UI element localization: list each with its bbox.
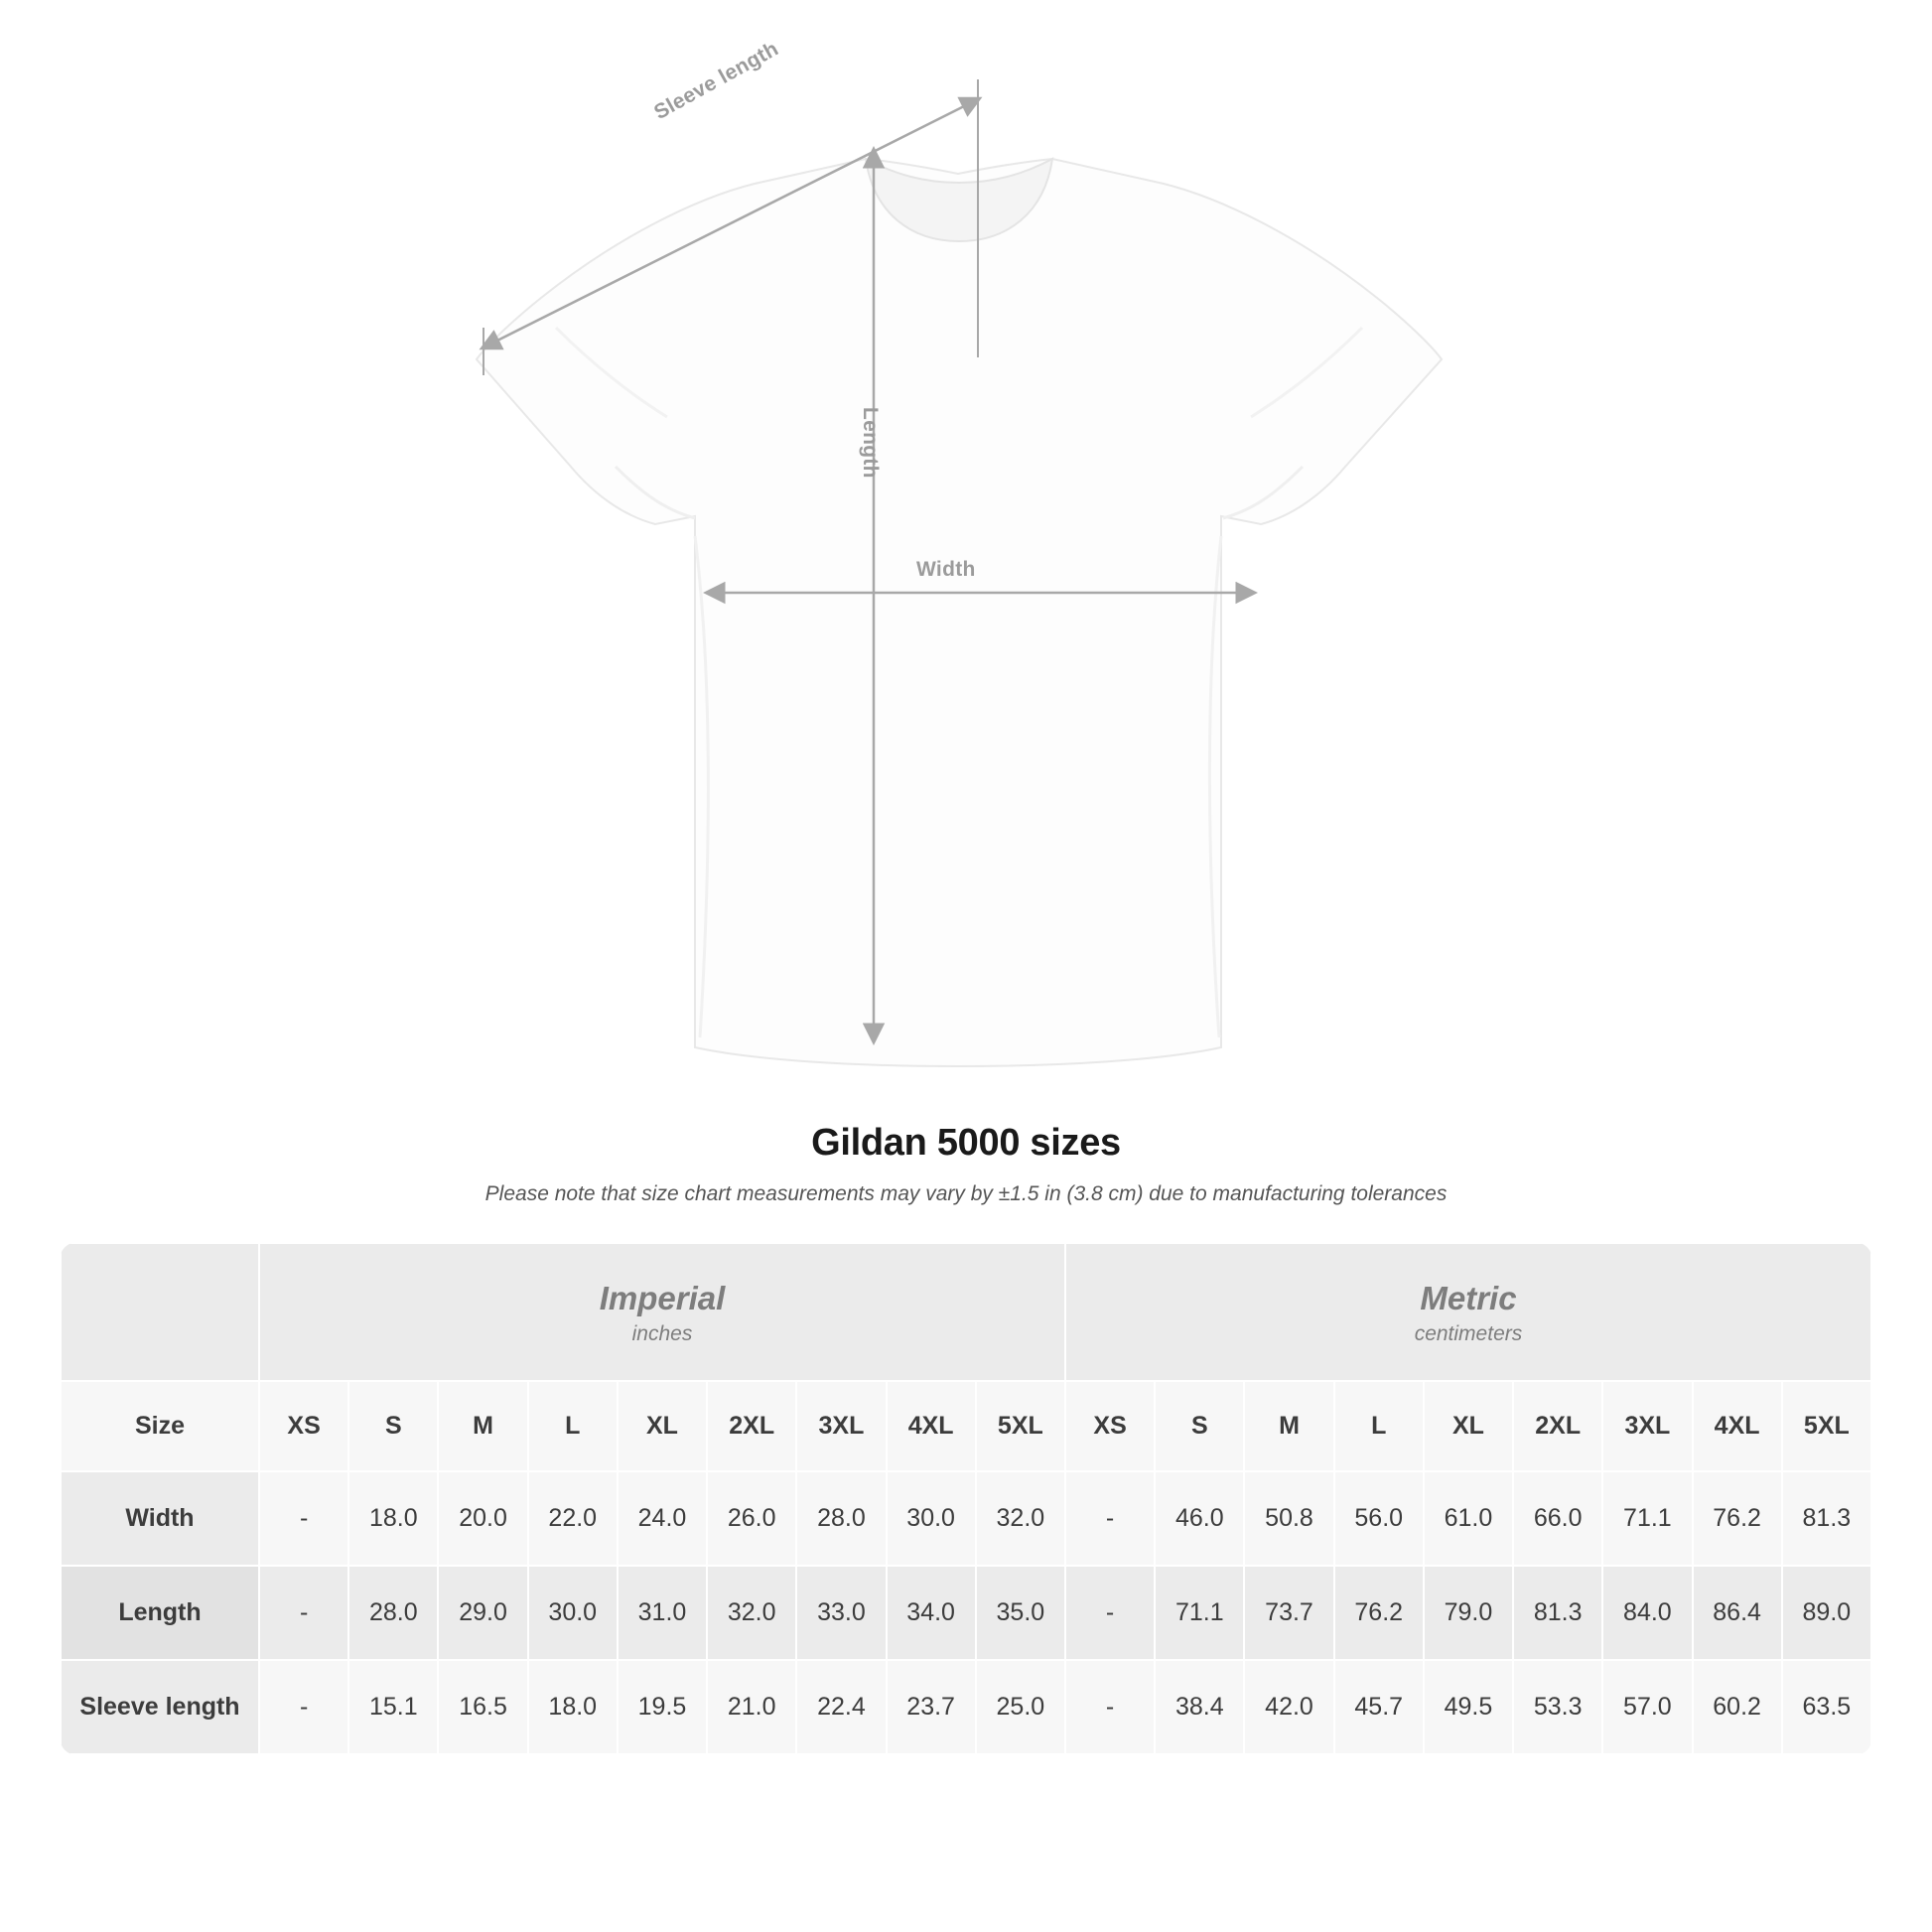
- cell-length-metric-l: 76.2: [1334, 1566, 1424, 1660]
- cell-sleeve-imperial-5xl: 25.0: [976, 1660, 1065, 1754]
- size-header-imperial-s: S: [348, 1381, 438, 1471]
- table-row: [61, 1471, 1871, 1566]
- cell-width-metric-2xl: 66.0: [1513, 1471, 1602, 1566]
- size-header-imperial-3xl: 3XL: [796, 1381, 886, 1471]
- cell-sleeve-imperial-s: 15.1: [348, 1660, 438, 1754]
- cell-sleeve-imperial-2xl: 21.0: [707, 1660, 796, 1754]
- cell-length-metric-2xl: 81.3: [1513, 1566, 1602, 1660]
- cell-width-imperial-2xl: 26.0: [707, 1471, 796, 1566]
- size-header-metric-5xl: 5XL: [1782, 1381, 1871, 1471]
- size-header-metric-4xl: 4XL: [1693, 1381, 1782, 1471]
- size-header-metric-m: M: [1244, 1381, 1333, 1471]
- cell-width-imperial-s: 18.0: [348, 1471, 438, 1566]
- size-header-metric-s: S: [1155, 1381, 1244, 1471]
- cell-sleeve-metric-2xl: 53.3: [1513, 1660, 1602, 1754]
- imperial-unit-sub: inches: [631, 1322, 693, 1346]
- cell-width-imperial-m: 20.0: [438, 1471, 527, 1566]
- row-label-length: Length: [61, 1566, 259, 1660]
- cell-sleeve-imperial-xl: 19.5: [618, 1660, 707, 1754]
- metric-unit-sub: centimeters: [1414, 1322, 1523, 1346]
- cell-length-imperial-5xl: 35.0: [976, 1566, 1065, 1660]
- imperial-unit-name: Imperial: [599, 1280, 726, 1316]
- cell-width-metric-5xl: 81.3: [1782, 1471, 1871, 1566]
- cell-sleeve-metric-s: 38.4: [1155, 1660, 1244, 1754]
- sleeve-length-dimension-label: Sleeve length: [650, 37, 782, 125]
- size-header-imperial-xl: XL: [618, 1381, 707, 1471]
- cell-length-imperial-2xl: 32.0: [707, 1566, 796, 1660]
- cell-length-imperial-m: 29.0: [438, 1566, 527, 1660]
- cell-sleeve-metric-5xl: 63.5: [1782, 1660, 1871, 1754]
- cell-width-metric-xs: -: [1065, 1471, 1155, 1566]
- cell-length-metric-5xl: 89.0: [1782, 1566, 1871, 1660]
- size-header-metric-l: L: [1334, 1381, 1424, 1471]
- cell-width-metric-4xl: 76.2: [1693, 1471, 1782, 1566]
- size-table-wrapper: [60, 1242, 1872, 1755]
- cell-width-imperial-xl: 24.0: [618, 1471, 707, 1566]
- cell-sleeve-metric-m: 42.0: [1244, 1660, 1333, 1754]
- length-dimension-label: Length: [859, 407, 882, 479]
- cell-width-metric-m: 50.8: [1244, 1471, 1333, 1566]
- cell-length-metric-4xl: 86.4: [1693, 1566, 1782, 1660]
- size-header-imperial-m: M: [438, 1381, 527, 1471]
- table-row: [61, 1566, 1871, 1660]
- size-table: [60, 1242, 1872, 1755]
- row-label-width: Width: [61, 1471, 259, 1566]
- cell-sleeve-imperial-xs: -: [259, 1660, 348, 1754]
- cell-length-imperial-xs: -: [259, 1566, 348, 1660]
- size-header-imperial-5xl: 5XL: [976, 1381, 1065, 1471]
- cell-width-imperial-xs: -: [259, 1471, 348, 1566]
- cell-sleeve-imperial-m: 16.5: [438, 1660, 527, 1754]
- cell-length-imperial-4xl: 34.0: [887, 1566, 976, 1660]
- cell-length-metric-3xl: 84.0: [1602, 1566, 1692, 1660]
- metric-unit-header: [1065, 1243, 1871, 1381]
- size-header-imperial-2xl: 2XL: [707, 1381, 796, 1471]
- size-header-metric-xs: XS: [1065, 1381, 1155, 1471]
- page-title: Gildan 5000 sizes: [811, 1122, 1121, 1164]
- size-header-label: Size: [61, 1381, 259, 1471]
- size-header-metric-xl: XL: [1424, 1381, 1513, 1471]
- cell-sleeve-imperial-l: 18.0: [528, 1660, 618, 1754]
- size-header-metric-3xl: 3XL: [1602, 1381, 1692, 1471]
- cell-length-imperial-s: 28.0: [348, 1566, 438, 1660]
- cell-sleeve-metric-l: 45.7: [1334, 1660, 1424, 1754]
- cell-length-imperial-l: 30.0: [528, 1566, 618, 1660]
- cell-width-imperial-5xl: 32.0: [976, 1471, 1065, 1566]
- cell-width-imperial-l: 22.0: [528, 1471, 618, 1566]
- table-row: [61, 1660, 1871, 1754]
- cell-sleeve-metric-xs: -: [1065, 1660, 1155, 1754]
- cell-width-metric-xl: 61.0: [1424, 1471, 1513, 1566]
- tolerance-note: Please note that size chart measurements may vary by ±1.5 in (3.8 cm) due to manufacturing tolerances: [484, 1182, 1448, 1205]
- size-header-imperial-4xl: 4XL: [887, 1381, 976, 1471]
- cell-sleeve-metric-3xl: 57.0: [1602, 1660, 1692, 1754]
- row-label-sleeve-length: Sleeve length: [61, 1660, 259, 1754]
- size-header-metric-2xl: 2XL: [1513, 1381, 1602, 1471]
- cell-length-metric-xs: -: [1065, 1566, 1155, 1660]
- cell-length-metric-m: 73.7: [1244, 1566, 1333, 1660]
- cell-width-imperial-4xl: 30.0: [887, 1471, 976, 1566]
- cell-sleeve-metric-4xl: 60.2: [1693, 1660, 1782, 1754]
- cell-length-metric-xl: 79.0: [1424, 1566, 1513, 1660]
- title-block: [0, 1122, 1932, 1206]
- cell-width-metric-3xl: 71.1: [1602, 1471, 1692, 1566]
- width-dimension-label: Width: [916, 558, 976, 581]
- cell-sleeve-metric-xl: 49.5: [1424, 1660, 1513, 1754]
- cell-length-metric-s: 71.1: [1155, 1566, 1244, 1660]
- size-header-imperial-xs: XS: [259, 1381, 348, 1471]
- size-header-row: [61, 1381, 1871, 1471]
- cell-length-imperial-3xl: 33.0: [796, 1566, 886, 1660]
- cell-width-metric-l: 56.0: [1334, 1471, 1424, 1566]
- metric-unit-name: Metric: [1420, 1280, 1517, 1316]
- unit-header-row: [61, 1243, 1871, 1381]
- cell-length-imperial-xl: 31.0: [618, 1566, 707, 1660]
- cell-sleeve-imperial-3xl: 22.4: [796, 1660, 886, 1754]
- cell-sleeve-imperial-4xl: 23.7: [887, 1660, 976, 1754]
- unit-header-corner: [61, 1243, 259, 1381]
- cell-width-metric-s: 46.0: [1155, 1471, 1244, 1566]
- imperial-unit-header: [259, 1243, 1065, 1381]
- cell-width-imperial-3xl: 28.0: [796, 1471, 886, 1566]
- size-header-imperial-l: L: [528, 1381, 618, 1471]
